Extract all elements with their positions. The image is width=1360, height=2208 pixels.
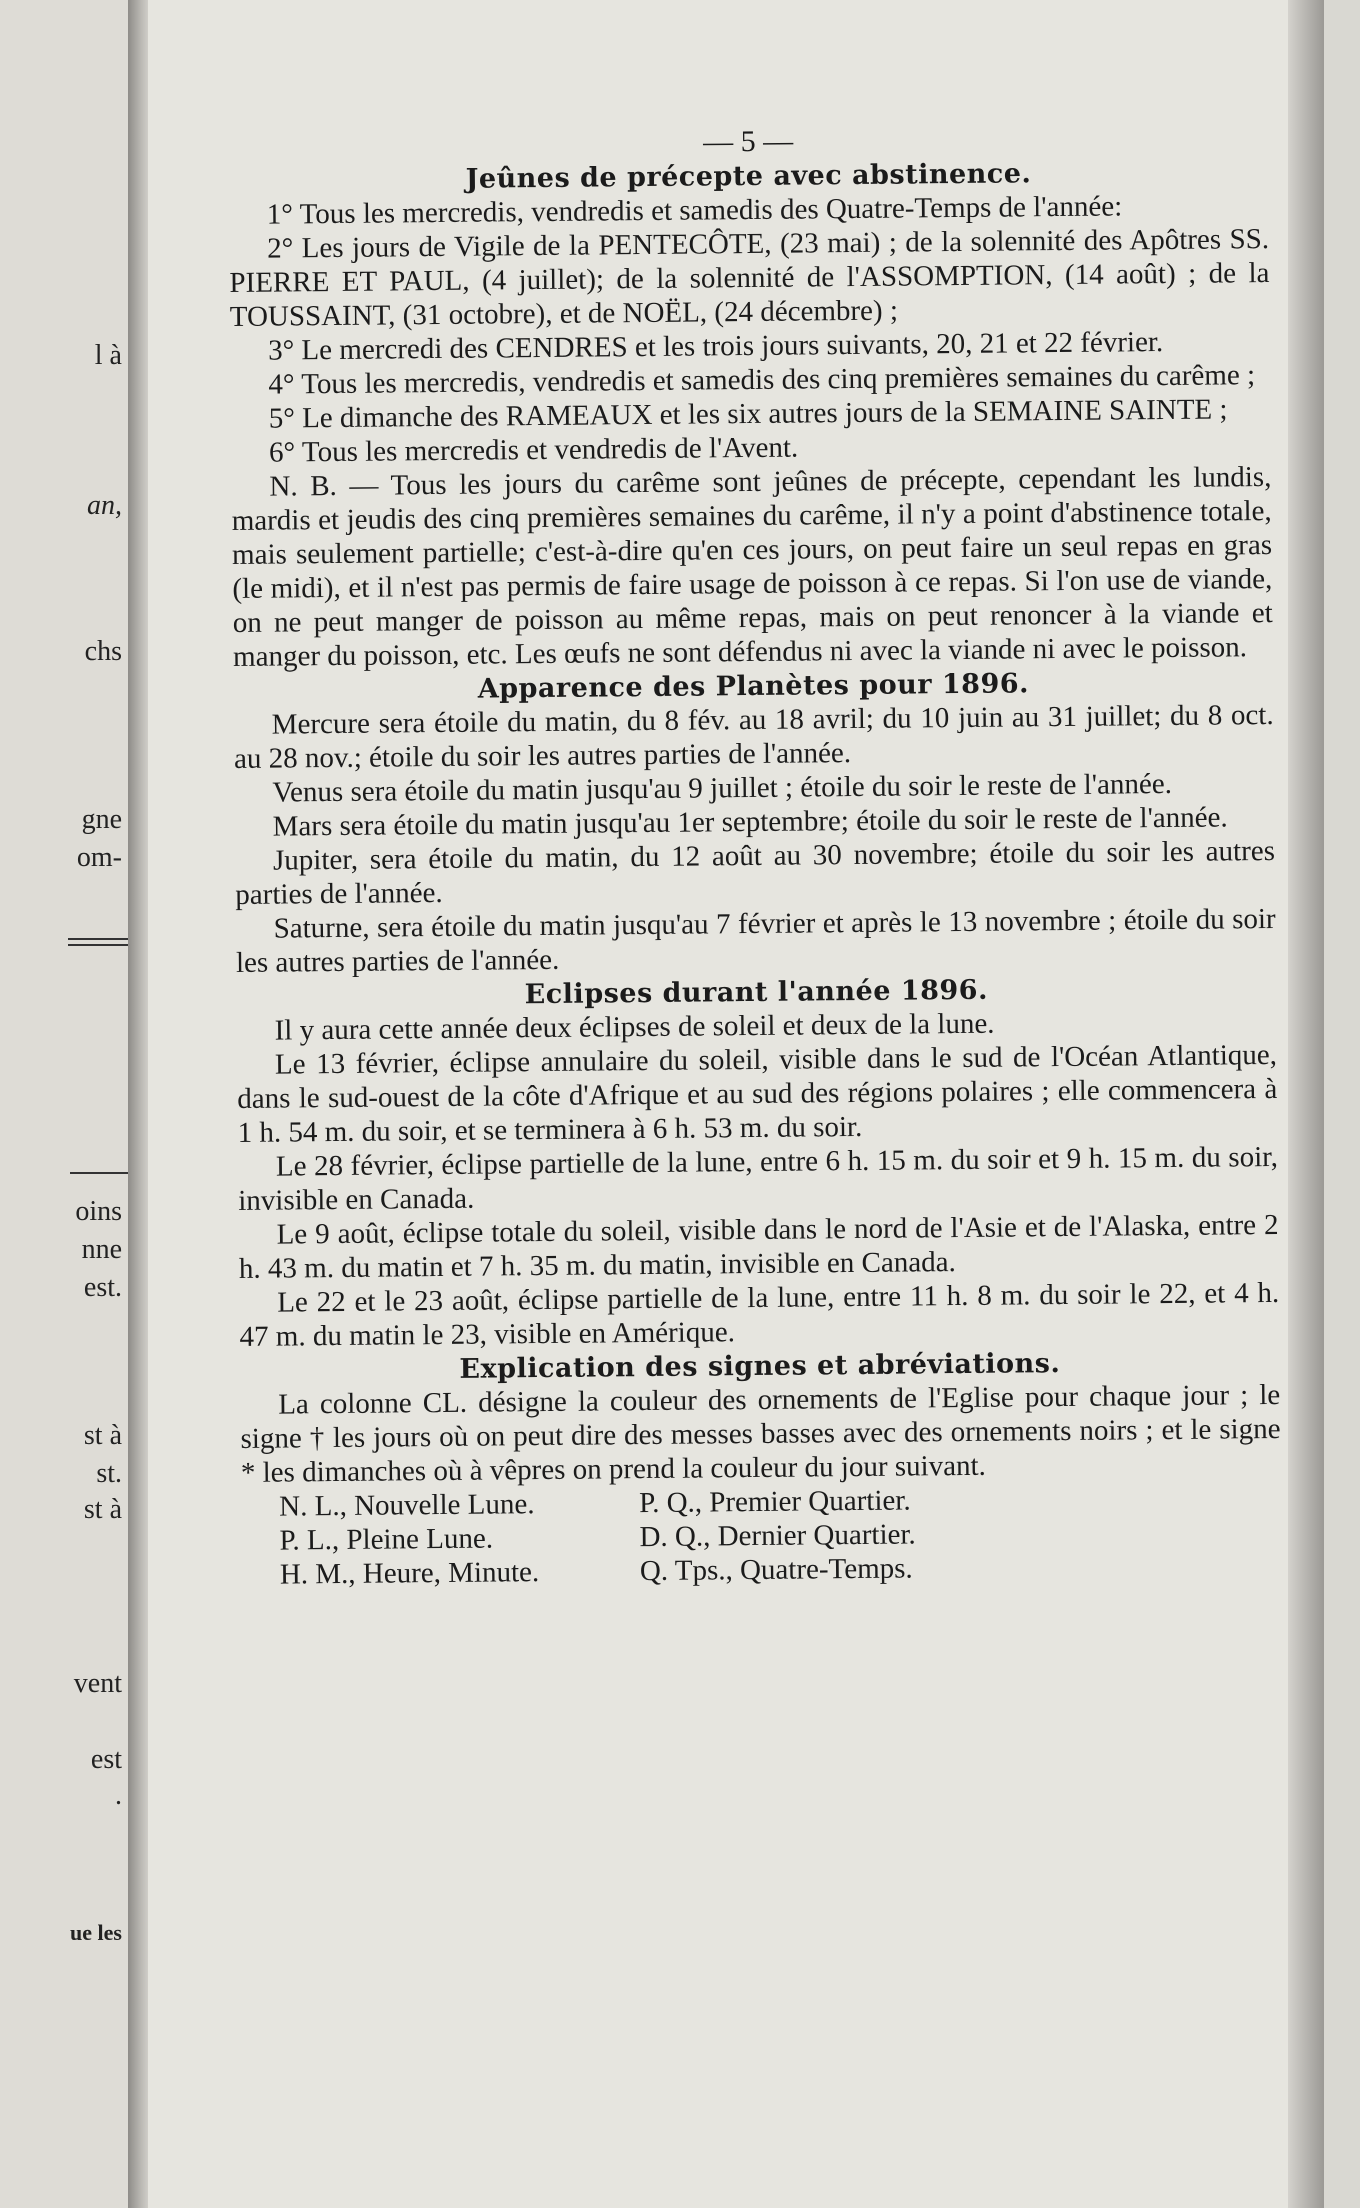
- margin-fragment: .: [115, 1780, 122, 1811]
- margin-fragment: st à: [83, 1420, 122, 1451]
- margin-fragment: nne: [81, 1234, 122, 1265]
- fasting-item-4: 4° Tous les mercredis, vendredis et samedis des cinq premières semaines du carême ;: [268, 359, 1256, 401]
- section-heading-fasting: Jeûnes de précepte avec abstinence.: [465, 158, 1032, 195]
- margin-rule: [68, 938, 128, 940]
- planet-jupiter: Jupiter, sera étoile du matin, du 12 août au 30 novembre; étoile du soir les autres parties de l'année.: [235, 834, 1276, 911]
- margin-fragment: chs: [84, 636, 122, 667]
- margin-fragment: l à: [94, 340, 122, 371]
- eclipse-feb-28: Le 28 février, éclipse partielle de la lune, entre 6 h. 15 m. du soir et 9 h. 15 m. du soir, invisible en Canada.: [238, 1140, 1279, 1217]
- fasting-item-5: 5° Le dimanche des RAMEAUX et les six autres jours de la SEMAINE SAINTE ;: [268, 393, 1228, 435]
- eclipse-aug-22: Le 22 et le 23 août, éclipse partielle de la lune, entre 11 h. 8 m. du soir le 22, et 4 h. 47 m. du matin le 23, visible en Amérique.: [239, 1276, 1280, 1353]
- fasting-nota-bene: N. B. — Tous les jours du carême sont jeûnes de précepte, cependant les lundis, mardis et jeudis des cinq premières semaines du carême, il n'y a point d'abstinence totale, mais seulement partielle; c'est-à-dire qu'en ces jours, on peut faire un seul repas en gras (le midi), et il n'est pas permis de faire usage de poisson à ce repas. Si l'on use de viande, on ne peut manger de poisson au même repas, mais on peut renoncer à la viande et manger du poisson, etc. Les œufs ne sont défendus ni avec la viande ni avec le poisson.: [231, 461, 1273, 673]
- margin-rule: [70, 1172, 128, 1174]
- eclipse-intro: Il y aura cette année deux éclipses de soleil et deux de la lune.: [274, 1007, 995, 1047]
- abbreviation-cell: N. L., Nouvelle Lune.: [279, 1488, 535, 1523]
- abbreviations-table: [241, 1480, 1282, 1592]
- section-heading-planets: Apparence des Planètes pour 1896.: [477, 668, 1030, 705]
- planet-mercury: Mercure sera étoile du matin, du 8 fév. au 18 avril; du 10 juin au 31 juillet; du 8 oct. au 28 nov.; étoile du soir les autres parties de l'année.: [233, 698, 1274, 775]
- previous-page-strip: [0, 0, 128, 2208]
- margin-fragment: oins: [75, 1196, 122, 1227]
- fasting-item-6: 6° Tous les mercredis et vendredis de l'Avent.: [268, 431, 799, 469]
- fasting-item-3: 3° Le mercredi des CENDRES et les trois jours suivants, 20, 21 et 22 février.: [267, 326, 1164, 367]
- abbreviation-cell: Q. Tps., Quatre-Temps.: [639, 1552, 913, 1588]
- fasting-item-2: 2° Les jours de Vigile de la PENTECÔTE, (23 mai) ; de la solennité des Apôtres SS. PIERRE ET PAUL, (4 juillet); de la solennité de l'ASSOMPTION, (14 août) ; de la TOUSSAINT, (31 octobre), et de NOËL, (24 décembre) ;: [229, 223, 1270, 333]
- page-edge-shadow: [1288, 0, 1324, 2208]
- page-number: — 5 —: [702, 124, 794, 159]
- book-page: [148, 0, 1324, 2208]
- margin-fragment: est: [90, 1744, 122, 1775]
- abbreviation-cell: P. L., Pleine Lune.: [279, 1522, 494, 1557]
- margin-fragment: st.: [96, 1458, 122, 1489]
- planet-saturn: Saturne, sera étoile du matin jusqu'au 7 février et après le 13 novembre ; étoile du soir les autres parties de l'année.: [235, 902, 1276, 979]
- planet-mars: Mars sera étoile du matin jusqu'au 1er septembre; étoile du soir le reste de l'année.: [272, 801, 1228, 843]
- margin-fragment: vent: [73, 1668, 122, 1699]
- planet-venus: Venus sera étoile du matin jusqu'au 9 juillet ; étoile du soir le reste de l'année.: [272, 767, 1173, 809]
- margin-fragment: st à: [83, 1494, 122, 1525]
- eclipse-aug-9: Le 9 août, éclipse totale du soleil, visible dans le nord de l'Asie et de l'Alaska, entre 2 h. 43 m. du matin et 7 h. 35 m. du matin, invisible en Canada.: [238, 1208, 1279, 1285]
- margin-fragment: est.: [83, 1272, 122, 1303]
- margin-fragment: an,: [87, 490, 122, 521]
- fasting-item-1: 1° Tous les mercredis, vendredis et samedis des Quatre-Temps de l'année:: [266, 190, 1123, 231]
- abbreviation-cell: H. M., Heure, Minute.: [279, 1556, 540, 1591]
- abbreviation-cell: P. Q., Premier Quartier.: [639, 1484, 911, 1520]
- margin-fragment: om-: [76, 842, 122, 873]
- signs-explanation: La colonne CL. désigne la couleur des ornements de l'Eglise pour chaque jour ; le signe † les jours où on peut dire des messes basses avec des ornements noirs ; et le signe * les dimanches où à vêpres on prend la couleur du jour suivant.: [240, 1378, 1281, 1489]
- section-heading-eclipses: Eclipses durant l'année 1896.: [524, 974, 989, 1011]
- page-content: [228, 120, 1282, 1592]
- eclipse-feb-13: Le 13 février, éclipse annulaire du soleil, visible dans le sud de l'Océan Atlantique, dans le sud-ouest de la côte d'Afrique et au sud des régions polaires ; elle commencera à 1 h. 54 m. du soir, et se terminera à 6 h. 53 m. du soir.: [237, 1038, 1278, 1149]
- margin-fragment: ue les: [70, 1920, 122, 1945]
- margin-fragment: gne: [81, 804, 122, 835]
- book-gutter: [128, 0, 148, 2208]
- margin-rule: [68, 944, 128, 946]
- abbreviation-cell: D. Q., Dernier Quartier.: [639, 1518, 916, 1554]
- section-heading-signs: Explication des signes et abréviations.: [459, 1348, 1061, 1385]
